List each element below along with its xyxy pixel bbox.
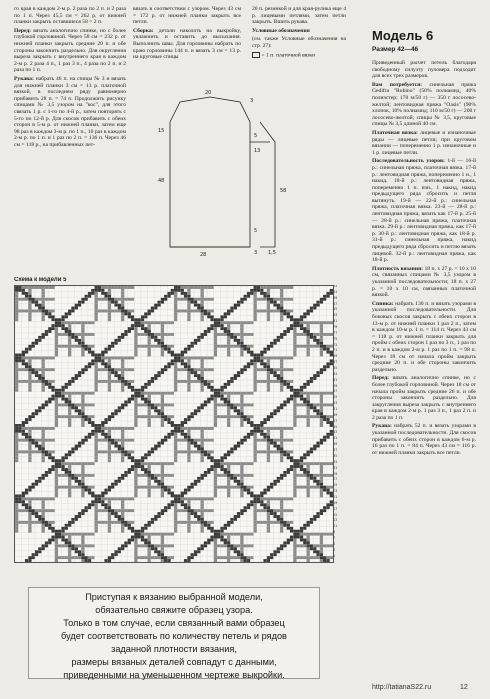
row-number: 61: [333, 377, 338, 382]
row-number: 63: [333, 371, 338, 376]
dim-label: 5: [254, 228, 258, 234]
row-number: 59: [333, 383, 338, 388]
row-number: 57: [333, 389, 338, 394]
legend-item: = 1 п. платочной вязки: [252, 52, 346, 59]
paragraph: Спинка: набрать 130 п. и вязать узорами в указанной последовательности. Для боковых скосов закрыть с обеих сторон в 13-м р. от нижней планки 1 раз 2 п., затем в каждом 10-м р. 1 п. = 114 п. Через 43 см = 118 р. от нижней планки закрыть для пройм с обеих сторон 1 раз по 3 п., 1 раз по 2 п. и в каждом 2-м р. 1 раз по 1 п. = 98 п. Через 18 см от начала пройм закрыть средние 20 п. и обе стороны закончить раздельно.: [372, 300, 476, 373]
paragraph: Плотность вязания: 18 п. х 27 р. = 10 х 10 см, связанных спицами № 3,5 узором в указанной последовательности; 18 п. х 27 р. = 10 х 10 см, связанных платочной вязкой.: [372, 265, 476, 299]
dim-label: 5: [254, 133, 258, 139]
site-url[interactable]: http://tatianaS22.ru: [372, 684, 432, 691]
paragraph: Сборка: детали наколоть на выкройку, увлажнить и оставить до высыхания. Выполнить швы. Для горловины набрать по краю горловины 144 п. и вязать 3 см = 13 р. на круговые спицы: [133, 27, 241, 61]
row-number: 73: [333, 342, 338, 347]
row-number: 35: [333, 453, 338, 458]
row-number: 69: [333, 354, 338, 359]
paragraph: вязать в соответствии с узором. Через 43 см = 172 р. от нижней планки закрыть все петли.: [133, 6, 241, 26]
dim-label: 15: [158, 128, 165, 134]
row-number: 1: [333, 553, 336, 558]
row-number: 13: [333, 518, 338, 523]
paragraph: Приведенный расчет петель благодаря свободному силуэту пуловера подходит для всех трех размеров.: [372, 60, 476, 80]
row-number: 93: [333, 285, 338, 288]
dim-label: 13: [254, 148, 261, 154]
row-number: 89: [333, 295, 338, 300]
note-line: размеры вязаных деталей совпадут с данными,: [71, 657, 277, 667]
row-number: 5: [333, 541, 336, 546]
text-column-right: [372, 60, 476, 670]
text-column-1: [14, 6, 126, 276]
row-number: 53: [333, 401, 338, 406]
row-number: 91: [333, 289, 338, 294]
note-line: заданной плотности вязания,: [111, 644, 237, 654]
note-line: обязательно свяжите образец узора.: [95, 605, 253, 615]
note-line: приведенными на уменьшенном чертеже выкройки.: [63, 670, 285, 680]
paragraph: Рукава: набрать 52 п. и вязать узорами в указанной последовательности. Для скосов прибавить с обеих сторон в каждом 6-м р. 16 раз по 1 п. = 84 п. Через 43 см = 116 р. от нижней планки закрыть все петли.: [372, 423, 476, 456]
row-number: 71: [333, 348, 338, 353]
legend-title: Условные обозначения: [252, 27, 310, 34]
info-note: [28, 587, 320, 679]
dim-label: 3: [254, 250, 258, 256]
row-number: 49: [333, 412, 338, 417]
row-numbers: [333, 285, 347, 561]
row-number: 85: [333, 307, 338, 312]
row-number: 51: [333, 407, 338, 412]
dim-label: 58: [280, 188, 287, 194]
row-number: 79: [333, 325, 338, 330]
row-number: 83: [333, 313, 338, 318]
text-column-2: [133, 6, 241, 88]
model-title: Модель 6: [372, 28, 434, 43]
row-number: 37: [333, 448, 338, 453]
note-line: Приступая к вязанию выбранной модели,: [85, 592, 263, 602]
row-number: 39: [333, 442, 338, 447]
note-line: Только в том случае, если связанный вами образец: [63, 618, 285, 628]
paragraph: Рукава: набрать 46 п. на спицы № 3 и вязать для нижней планки 3 см = 13 р. платочной вязкой, в последнем ряду равномерно прибавить 28 п. = 74 п. Продолжить рисунку спицами № 3,5 узором на "кос", для этого связать 1 р. с 1-го по 4-й р., затем повторять с 5-го по 12-й р. Для скосов прибавить с обеих сторон в 5-м р. от нижней планки, затем еще 98 раз в каждом 3-м р. по 1 п., 10 раз в каждом 2-м р. по 1 п. и 1 раз по 2 п. = 136 п. Через 46 см = 118 р., на прибавленных пет-: [14, 75, 126, 148]
row-number: 7: [333, 535, 336, 540]
row-number: 41: [333, 436, 338, 441]
row-number: 19: [333, 500, 338, 505]
row-number: 21: [333, 494, 338, 499]
paragraph: го края в каждом 2-м р. 2 раза по 2 п. и 2 раза по 1 п. Через 45,5 см = 262 р. от нижней планки закрыть оставшиеся 58 = 2 п.: [14, 6, 126, 26]
knitting-chart: [14, 285, 334, 563]
paragraph: 20 п. резинкой и для края-рулика еще 4 р. лицевыми петлями, затем петли закрыть. Вшить рукава.: [252, 6, 346, 26]
paragraph: Вам потребуется: синельная пряжа Gedifra "Rubino" (50% полиамид, 40% полиэстер; 170 м/50 г) — 350 г лососево-желтой; лентовидная пряжа "Oasis" (90% хлопок, 10% полиамид; 110 м/50 г) — 200 г лососево-желтой; спицы № 3,5, круговые спицы № 3,5 длиной 40 см.: [372, 81, 476, 128]
row-number: 25: [333, 483, 338, 488]
row-number: 65: [333, 366, 338, 371]
row-number: 77: [333, 330, 338, 335]
text-column-3: [252, 6, 346, 86]
page-number: 12: [460, 684, 468, 691]
row-number: 29: [333, 471, 338, 476]
row-number: 81: [333, 319, 338, 324]
paragraph: Платочная вязка: лицевые и изнаночные ряды — лицевые петли; при круговом вязании — попеременно 1 р. изнаночные и 1 р. лицевые петли.: [372, 129, 476, 156]
note-line: будет соответствовать по количеству петель и рядов: [61, 631, 287, 641]
row-number: 67: [333, 360, 338, 365]
row-number: 33: [333, 459, 338, 464]
row-number: 43: [333, 430, 338, 435]
paragraph: Перед: вязать аналогично спинке, но с более глубокой горловиной. Через 18 см от начала пройм закрыть средние 26 п. и обе стороны закончить раздельно. Для закругления выреза закрыть с внутреннего края в каждом 2-м р. 1 раз 3 п., 1 раз 2 п. и 2 раза по 1 п.: [372, 375, 476, 421]
paragraph: Последовательность узоров: 1-й — 16-й р.: синельная пряжа, платочная вязка. 17-й р.: лентовидная пряжа, попеременно 1 н., 1 накид. 18-й р.: лентовидная пряжа, попеременно 1 п. изн., 1 накид, накид предыдущего ряда сбросить и петля вытянуть. 19-й — 22-й р.: синельная пряжа, платочная вязка. 23-й — 28-й р.: лентовидная пряжа, вязать как 17-й р. 25-й — 28-й р.: синельная пряжа, платочная вязка. 29-й р.: лентовидная пряжа, как 17-й р. 30-й р.: лентовидная пряжа, как 18-й р. 31-й р.: синельная пряжа, накид предыдущего ряда сбросить и петлю вязать лицевой. 32-й р.: лентовидная пряжа, как 18-й р.: [372, 158, 476, 264]
chart-caption: Схема к модели 5: [14, 277, 67, 283]
dim-label: 1,5: [268, 250, 276, 256]
size-label: Размер 42—46: [372, 46, 419, 53]
legend-ref: (см. также Условные обозначения на стр. 27):: [252, 36, 346, 49]
row-number: 9: [333, 530, 336, 535]
dim-label: 3: [250, 98, 254, 104]
row-number: 17: [333, 506, 338, 511]
row-number: 23: [333, 489, 338, 494]
row-number: 11: [333, 524, 338, 529]
row-number: 45: [333, 424, 338, 429]
row-number: 31: [333, 465, 338, 470]
row-number: 3: [333, 547, 336, 552]
pattern-diagram: [150, 82, 300, 262]
dim-label: 48: [158, 178, 165, 184]
row-number: 75: [333, 336, 338, 341]
row-number: 47: [333, 418, 338, 423]
row-number: 15: [333, 512, 338, 517]
row-number: 87: [333, 301, 338, 306]
paragraph: Перед: вязать аналогично спинке, но с более глубокой горловиной. Через 58 см = 232 р. от нижней планки закрыть средние 20 п. и обе стороны закончить раздельно. Для округления выреза закрыть с внутреннего края в каждом 2-м р. 2 раза 4 п., 1 раз 3 п., 4 раза по 2 п. и 2 раза по 1 п.: [14, 27, 126, 74]
dim-label: 20: [205, 90, 212, 96]
dim-label: 28: [200, 252, 207, 258]
row-number: 27: [333, 477, 338, 482]
row-number: 55: [333, 395, 338, 400]
